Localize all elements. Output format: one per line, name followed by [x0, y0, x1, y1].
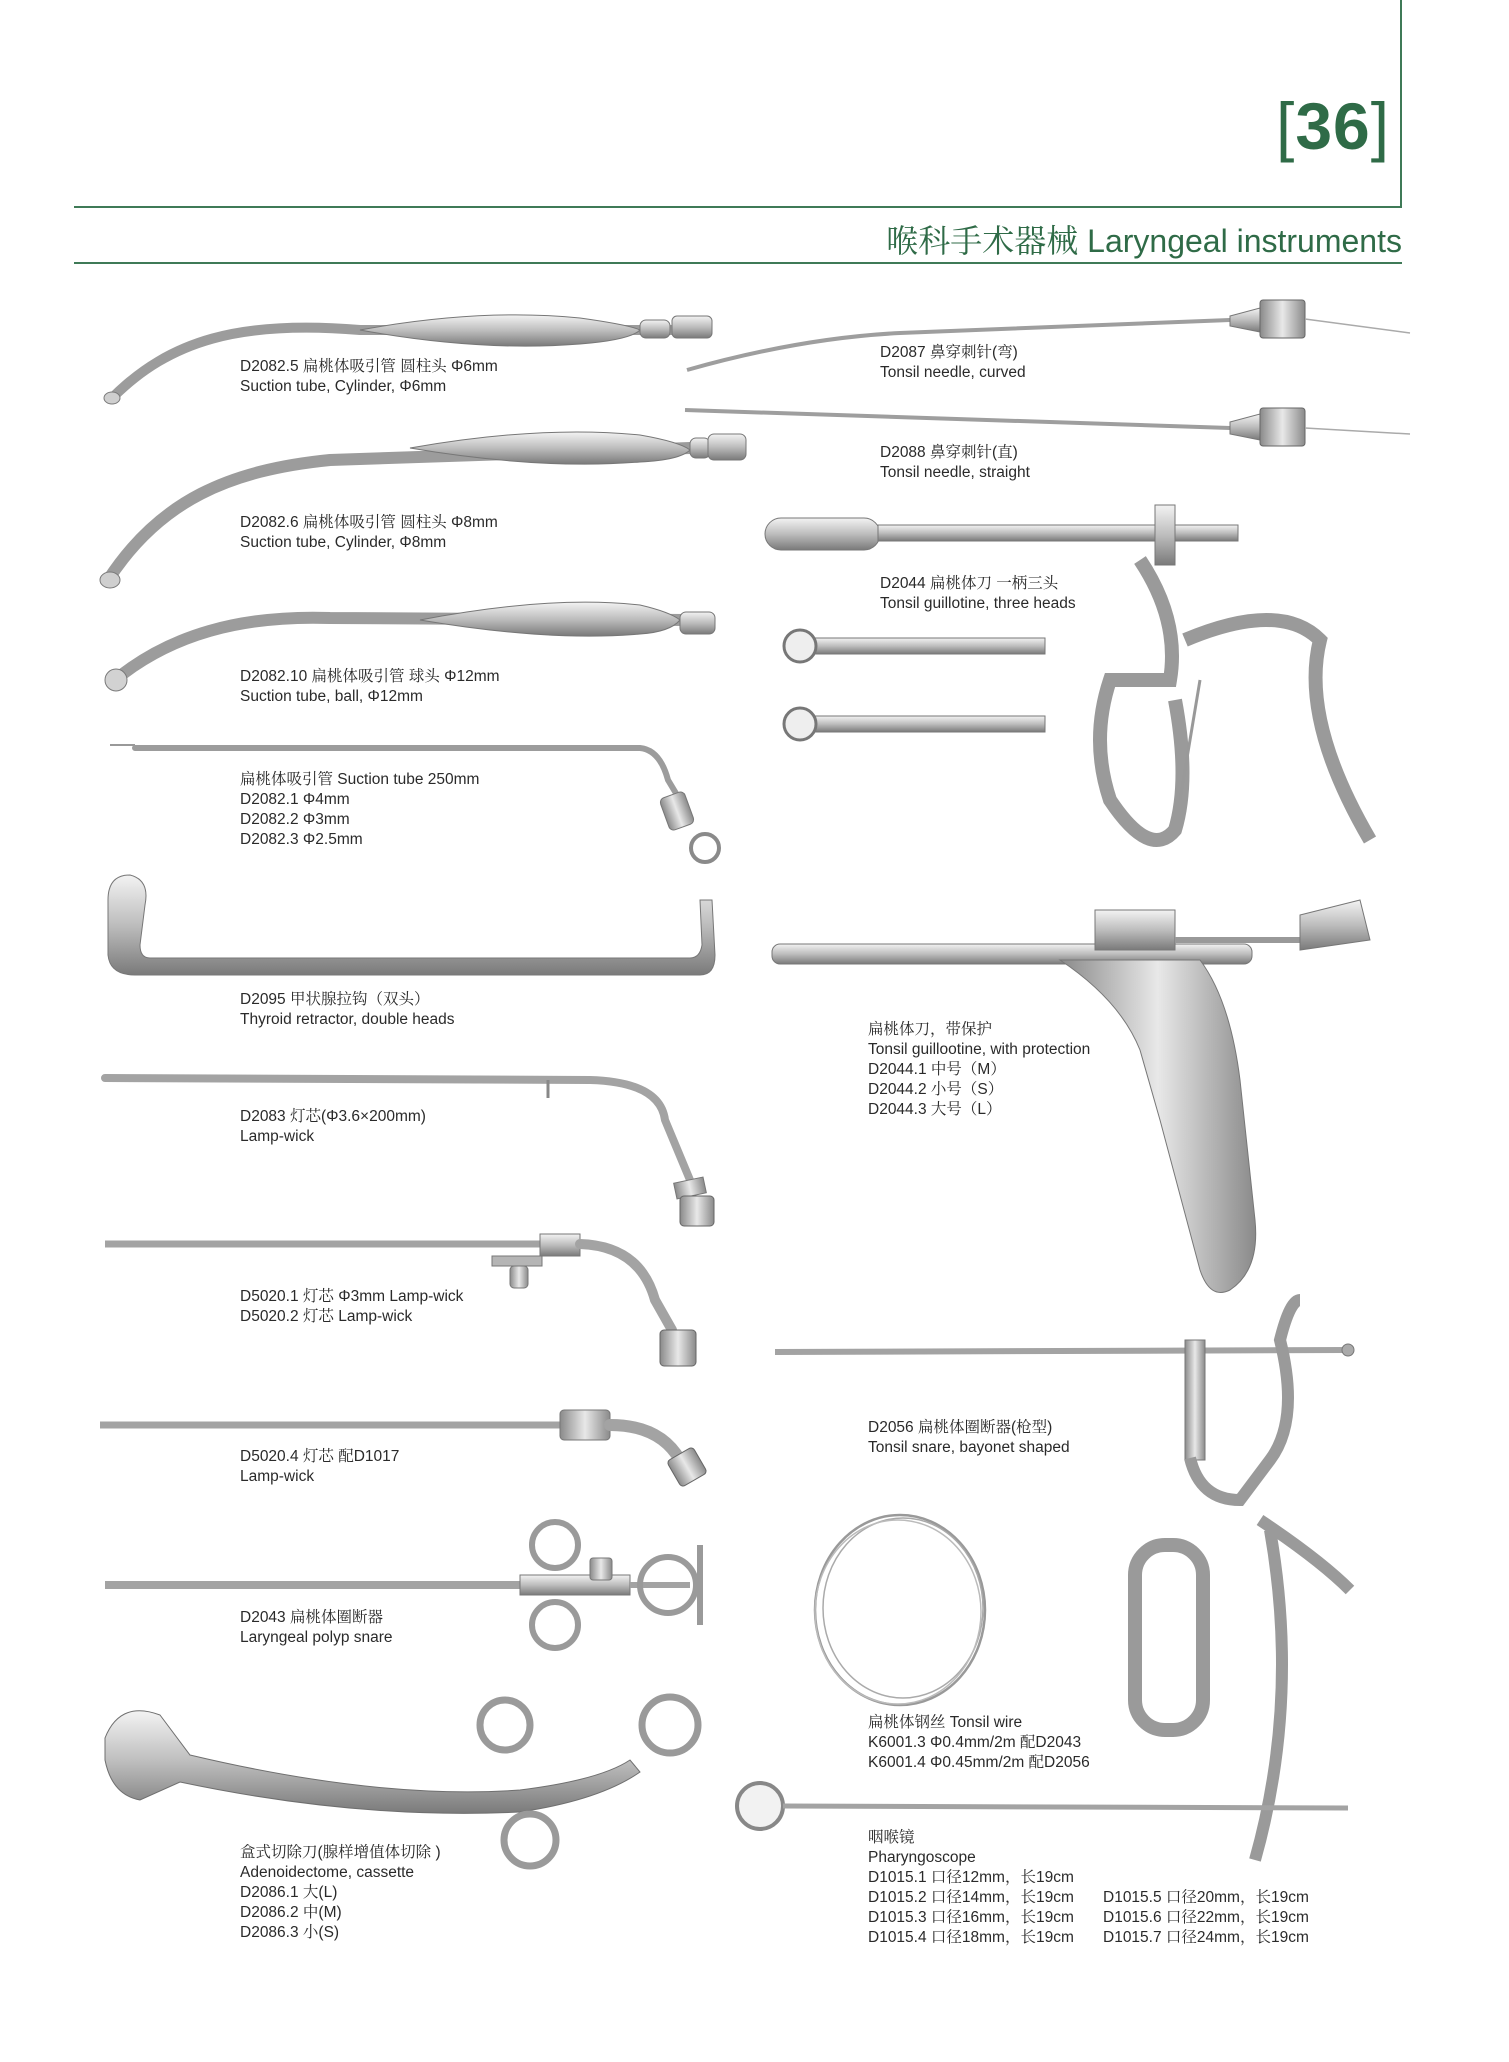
- caption-line: D2082.6 扁桃体吸引管 圆柱头 Φ8mm: [240, 514, 498, 531]
- caption-tonsil-snare-bayonet: [868, 1418, 1070, 1458]
- caption-tonsil-needle-straight: [880, 443, 1030, 483]
- tonsil-wire-image: [815, 1515, 985, 1705]
- tonsil-needle-curved-image: [687, 300, 1410, 370]
- caption-line: Tonsil guillootine, with protection: [868, 1041, 1091, 1058]
- caption-suction-tube-d2082-10: [240, 667, 500, 707]
- tonsil-snare-bayonet-image: [775, 1300, 1354, 1860]
- caption-adenoidectome: [240, 1843, 441, 1943]
- caption-line: D2044.1 中号（M）: [868, 1061, 1006, 1078]
- caption-tonsil-guillotine-three-heads: [880, 574, 1076, 614]
- caption-pharyngoscope: [868, 1828, 1323, 1948]
- lamp-wick-d2083-image: [105, 1078, 714, 1226]
- caption-suction-tube-d2082-5: [240, 357, 498, 397]
- section-title: 喉科手术器械 Laryngeal instruments: [886, 223, 1402, 259]
- caption-lamp-wick-d2083: [240, 1107, 426, 1147]
- caption-line: Tonsil guillotine, three heads: [880, 595, 1076, 612]
- caption-line: D2088 鼻穿刺针(直): [880, 444, 1018, 461]
- caption-line: Adenoidectome, cassette: [240, 1864, 415, 1881]
- page-number-bracket-right: ]: [1370, 89, 1391, 163]
- caption-line: D2082.3 Φ2.5mm: [240, 831, 363, 848]
- caption-line: Suction tube, ball, Φ12mm: [240, 688, 423, 705]
- caption-line: D2082.1 Φ4mm: [240, 791, 350, 808]
- caption-suction-tube-d2082-6: [240, 513, 498, 553]
- caption-line: D2083 灯芯(Φ3.6×200mm): [240, 1108, 426, 1125]
- caption-line: 扁桃体吸引管 Suction tube 250mm: [240, 771, 480, 788]
- caption-line: Pharyngoscope: [868, 1849, 976, 1866]
- thyroid-retractor-image: [108, 875, 715, 975]
- caption-line: Tonsil needle, straight: [880, 464, 1030, 481]
- caption-lamp-wick-d5020-4: [240, 1447, 399, 1487]
- caption-line: Lamp-wick: [240, 1468, 315, 1485]
- caption-tonsil-needle-curved: [880, 343, 1026, 383]
- caption-line: D2082.10 扁桃体吸引管 球头 Φ12mm: [240, 668, 500, 685]
- caption-tonsil-guillotine-protection: [868, 1020, 1090, 1120]
- caption-line: D2082.2 Φ3mm: [240, 811, 350, 828]
- pharyngoscope-size: D1015.2 口径14mm，长19cm: [868, 1889, 1074, 1906]
- lamp-wick-d5020-4-image: [100, 1410, 707, 1487]
- caption-line: 扁桃体刀，带保护: [868, 1021, 993, 1038]
- caption-line: K6001.4 Φ0.45mm/2m 配D2056: [868, 1754, 1090, 1771]
- suction-tube-cylinder-8mm-image: [100, 432, 746, 588]
- pharyngoscope-size: D1015.3 口径16mm，长19cm: [868, 1909, 1074, 1926]
- page-number-value: 36: [1295, 89, 1371, 163]
- pharyngoscope-size: [1103, 1868, 1323, 1888]
- caption-line: Laryngeal polyp snare: [240, 1629, 393, 1646]
- caption-line: D2086.3 小(S): [240, 1924, 340, 1941]
- pharyngoscope-size: D1015.5 口径20mm，长19cm: [1103, 1889, 1309, 1906]
- caption-line: D2082.5 扁桃体吸引管 圆柱头 Φ6mm: [240, 358, 498, 375]
- caption-line: Tonsil snare, bayonet shaped: [868, 1439, 1070, 1456]
- caption-line: D2086.1 大(L): [240, 1884, 338, 1901]
- laryngeal-polyp-snare-image: [105, 1522, 700, 1648]
- pharyngoscope-size: D1015.4 口径18mm，长19cm: [868, 1929, 1074, 1946]
- caption-thyroid-retractor: [240, 990, 455, 1030]
- caption-line: D5020.2 灯芯 Lamp-wick: [240, 1308, 413, 1325]
- caption-laryngeal-polyp-snare: [240, 1608, 393, 1648]
- pharyngoscope-size: D1015.7 口径24mm，长19cm: [1103, 1929, 1309, 1946]
- caption-line: D2086.2 中(M): [240, 1904, 342, 1921]
- caption-line: K6001.3 Φ0.4mm/2m 配D2043: [868, 1734, 1082, 1751]
- page-number-bracket-left: [: [1276, 89, 1296, 163]
- caption-line: D2044.2 小号（S）: [868, 1081, 1004, 1098]
- caption-line: Suction tube, Cylinder, Φ8mm: [240, 534, 447, 551]
- caption-line: D2056 扁桃体圈断器(枪型): [868, 1419, 1053, 1436]
- caption-line: D2087 鼻穿刺针(弯): [880, 344, 1018, 361]
- pharyngoscope-sizes: [868, 1868, 1323, 1948]
- caption-line: D2043 扁桃体圈断器: [240, 1609, 383, 1626]
- tonsil-needle-straight-image: [685, 408, 1410, 446]
- caption-suction-tube-250mm: [240, 770, 479, 850]
- caption-lamp-wick-d5020-1: [240, 1287, 463, 1327]
- caption-line: 咽喉镜: [868, 1829, 915, 1846]
- caption-line: Thyroid retractor, double heads: [240, 1011, 455, 1028]
- caption-line: Lamp-wick: [240, 1128, 315, 1145]
- pharyngoscope-size: D1015.6 口径22mm，长19cm: [1103, 1909, 1309, 1926]
- caption-line: Suction tube, Cylinder, Φ6mm: [240, 378, 447, 395]
- caption-line: 盒式切除刀(腺样增值体切除 ): [240, 1844, 441, 1861]
- adenoidectome-image: [105, 1697, 698, 1866]
- caption-line: 扁桃体钢丝 Tonsil wire: [868, 1714, 1023, 1731]
- caption-line: D2044.3 大号（L）: [868, 1101, 1002, 1118]
- pharyngoscope-image: [737, 1783, 1348, 1829]
- caption-line: D5020.4 灯芯 配D1017: [240, 1448, 400, 1465]
- caption-tonsil-wire: [868, 1713, 1090, 1773]
- caption-line: D2044 扁桃体刀 一柄三头: [880, 575, 1059, 592]
- caption-line: D5020.1 灯芯 Φ3mm Lamp-wick: [240, 1288, 464, 1305]
- caption-line: Tonsil needle, curved: [880, 364, 1026, 381]
- tonsil-guillotine-three-heads-image: [765, 505, 1370, 840]
- caption-line: D2095 甲状腺拉钩（双头）: [240, 991, 430, 1008]
- pharyngoscope-size: D1015.1 口径12mm，长19cm: [868, 1869, 1074, 1886]
